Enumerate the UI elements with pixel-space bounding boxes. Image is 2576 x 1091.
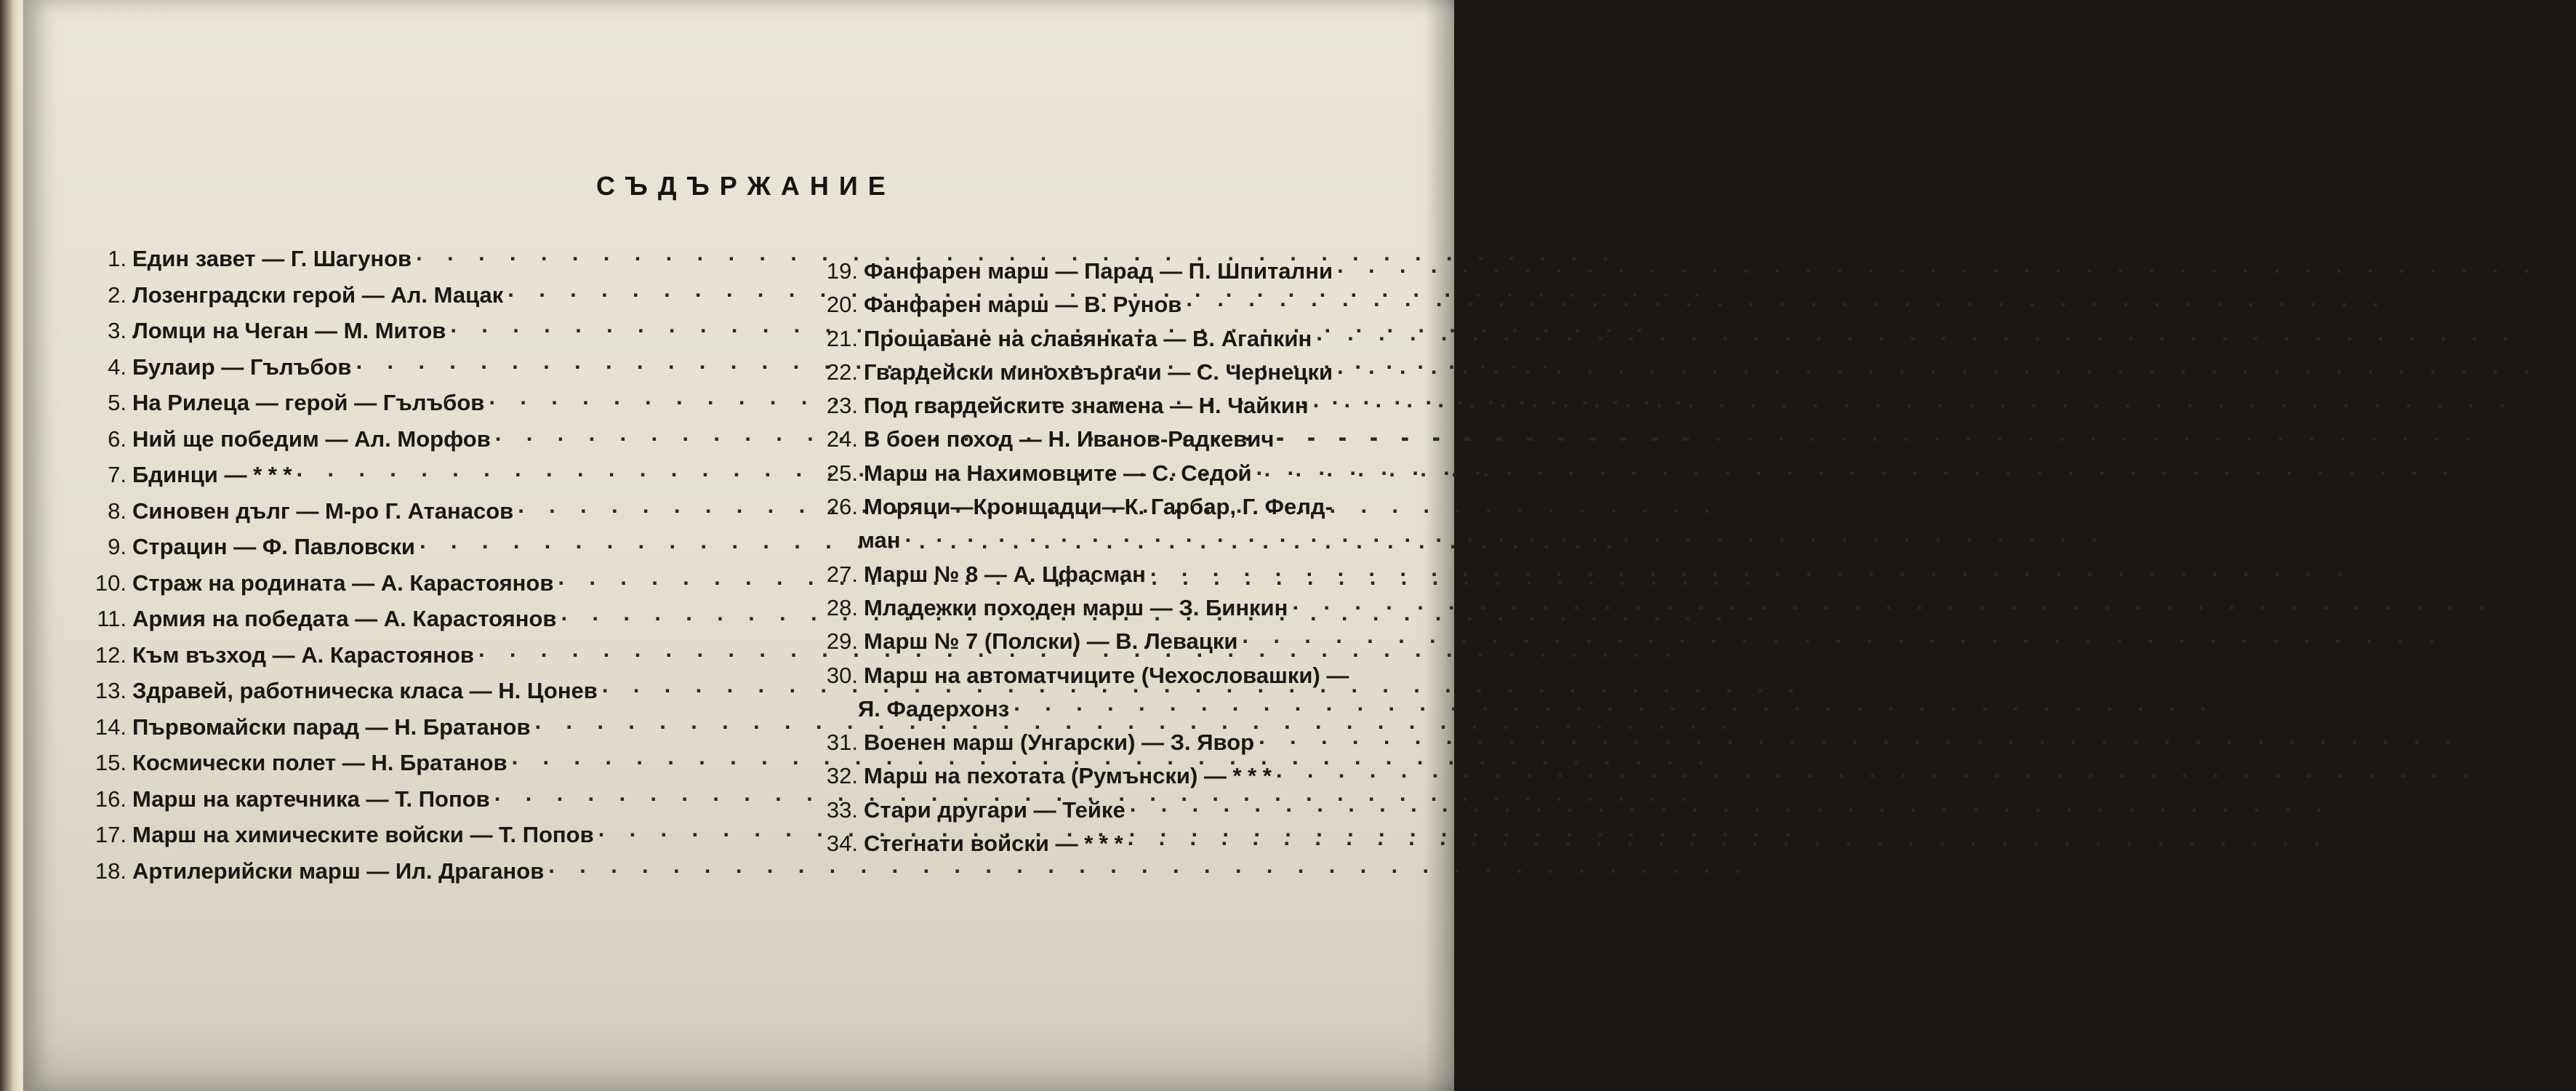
entry-number: 23. xyxy=(826,393,858,419)
dot-leader xyxy=(1128,831,2330,857)
toc-entry xyxy=(806,258,2576,292)
entry-page-number: 66 xyxy=(2505,594,2532,620)
entry-title: Страж на родината — А. Карастоянов xyxy=(132,570,554,596)
toc-entry xyxy=(806,325,2556,359)
entry-title: Моряци—Кронщадци—К. Гарбар, Г. Фелд- xyxy=(864,494,1333,520)
dot-leader xyxy=(1337,258,2540,284)
toc-entry xyxy=(806,292,2425,325)
entry-number: 13. xyxy=(95,678,127,703)
entry-title: Космически полет — Н. Братанов xyxy=(132,750,507,775)
entry-page-number: 59 xyxy=(2469,460,2495,486)
entry-title: Марш на автоматчиците (Чехословашки) — xyxy=(864,662,1349,688)
entry-number: 11. xyxy=(97,606,127,631)
entry-title: На Рилеца — герой — Гълъбов xyxy=(132,390,485,415)
entry-page-number: 5 xyxy=(1733,281,1747,308)
entry-page-number: 17 xyxy=(1731,497,1757,524)
entry-number: 33. xyxy=(826,796,858,823)
dot-leader xyxy=(1259,730,2461,756)
entry-page-number: 75 xyxy=(2472,730,2497,756)
entry-number: 26. xyxy=(826,494,858,520)
entry-number: 34. xyxy=(826,831,858,857)
entry-page-number: 69 xyxy=(2455,628,2481,655)
entry-page-number: 47 xyxy=(2529,325,2556,351)
entry-title: Артилерийски марш — Ил. Драганов xyxy=(132,858,545,884)
entry-page-number: 27 xyxy=(1692,642,1717,668)
entry-title: Бдинци — * * * xyxy=(132,462,292,487)
entry-page-number: 7 xyxy=(1677,318,1690,343)
entry-number: 22. xyxy=(826,359,858,385)
entry-number: 29. xyxy=(826,628,858,655)
entry-number: 4. xyxy=(108,353,127,380)
entry-number: 1. xyxy=(108,246,127,271)
entry-number: 5. xyxy=(108,390,127,415)
dot-leader xyxy=(1316,326,2519,352)
toc-entry xyxy=(806,359,2576,393)
entry-page-number: 15 xyxy=(1509,462,1536,487)
entry-number: 17. xyxy=(95,822,127,847)
dot-leader xyxy=(1337,359,2540,385)
entry-page-number: 72 xyxy=(2227,695,2253,722)
dot-leader xyxy=(905,527,2108,554)
entry-title-continued: Я. Фадерхонз xyxy=(858,695,1010,722)
entry-title: Марш на химическите войски — Т. Попов xyxy=(132,822,594,847)
entry-number: 25. xyxy=(826,460,858,486)
entry-page-number: 56 xyxy=(2492,426,2518,452)
entry-title-continued: ман xyxy=(858,527,901,554)
dot-leader xyxy=(1150,562,2353,588)
entry-number: 6. xyxy=(108,425,127,452)
entry-page-number: 9 xyxy=(1582,353,1595,380)
entry-title: Булаир — Гълъбов xyxy=(132,353,352,380)
entry-number: 9. xyxy=(108,534,127,559)
entry-page-number: 24 xyxy=(1774,606,1800,631)
entry-title: Страцин — Ф. Павловски xyxy=(132,534,415,559)
dot-leader xyxy=(1014,696,2216,722)
entry-page-number: 38 xyxy=(1708,786,1733,812)
dot-leader xyxy=(1242,628,2444,655)
entry-number: 3. xyxy=(108,318,127,343)
entry-page-number: 45 xyxy=(2399,292,2425,318)
entry-page-number: 77 xyxy=(2489,763,2515,789)
toc-entry xyxy=(806,763,2515,796)
entry-number: 8. xyxy=(108,497,127,524)
dot-leader xyxy=(1278,426,2481,452)
entry-number: 32. xyxy=(826,763,858,789)
entry-number: 20. xyxy=(826,292,858,318)
entry-number: 27. xyxy=(826,561,858,587)
dot-leader xyxy=(1186,292,2388,318)
dot-leader xyxy=(1130,797,2332,823)
dot-leader xyxy=(1313,393,2516,419)
entry-title: Марш на пехотата (Румънски) — * * * xyxy=(864,763,1272,789)
entry-number: 14. xyxy=(95,714,127,740)
entry-number: 31. xyxy=(826,730,858,756)
entry-page-number: 52 xyxy=(2527,393,2552,419)
entry-title: Здравей, работническа класа — Н. Цонев xyxy=(132,678,598,703)
entry-title: Първомайски парад — Н. Братанов xyxy=(132,714,531,740)
entry-title: Стари другари — Тейке xyxy=(864,796,1126,823)
entry-title: Прощаване на славянката — В. Агапкин xyxy=(864,325,1312,351)
dot-leader xyxy=(1256,460,2459,487)
entry-title: Армия на победата — А. Карастоянов xyxy=(132,606,557,631)
entry-title: Марш № 7 (Полски) — В. Левацки xyxy=(864,628,1238,655)
entry-title: Марш на Нахимовците — С. Седой xyxy=(864,460,1252,486)
entry-page-number: 79 xyxy=(2343,796,2369,823)
entry-title: Фанфарен марш — В. Рунов xyxy=(864,292,1182,318)
entry-page-number: 49 xyxy=(2551,359,2576,385)
page-title: СЪДЪРЖАНИЕ xyxy=(596,171,896,201)
entry-title: Под гвардейските знамена — Н. Чайкин xyxy=(864,393,1309,419)
entry-title: Марш на картечника — Т. Попов xyxy=(132,786,490,812)
entry-number: 10. xyxy=(95,570,127,596)
entry-page-number: 18 xyxy=(1633,534,1658,559)
entry-page-number: 13 xyxy=(1709,425,1734,452)
entry-page-number: 63 xyxy=(2364,561,2389,587)
entry-title: Към възход — А. Карастоянов xyxy=(132,642,474,668)
entry-page-number: 40 xyxy=(1812,822,1837,847)
entry-number: 24. xyxy=(826,426,858,452)
toc-entry xyxy=(80,858,1788,895)
entry-title: Лозенградски герой — Ал. Мацак xyxy=(132,281,504,308)
entry-title: Гвардейски минохвъргачи — С. Чернецки xyxy=(864,359,1333,385)
entry-title: Един завет — Г. Шагунов xyxy=(132,246,412,271)
entry-number: 21. xyxy=(826,325,858,351)
entry-title: Ломци на Чеган — М. Митов xyxy=(132,318,446,343)
entry-title: Марш № 8 — А. Цфасман xyxy=(864,561,1146,587)
dot-leader xyxy=(1276,763,2479,789)
entry-page-number: 61 xyxy=(2118,527,2144,554)
entry-title: Военен марш (Унгарски) — З. Явор xyxy=(864,730,1255,756)
entry-number: 15. xyxy=(95,750,127,775)
entry-number: 12. xyxy=(95,642,127,668)
entry-page-number: 83 xyxy=(2341,831,2367,857)
entry-page-number: 42 xyxy=(1762,858,1788,884)
entry-page-number: 32 xyxy=(1748,714,1774,740)
entry-page-number: 30 xyxy=(1815,678,1841,703)
entry-number: 7. xyxy=(108,462,127,487)
entry-page-number: 35 xyxy=(1725,750,1751,775)
entry-title: Синовен дълг — М-ро Г. Атанасов xyxy=(132,497,514,524)
entry-title: В боен поход — Н. Иванов-Радкевич xyxy=(864,426,1275,452)
entry-number: 30. xyxy=(826,662,858,688)
entry-number: 18. xyxy=(95,858,127,884)
entry-number: 16. xyxy=(95,786,127,812)
entry-number: 28. xyxy=(826,594,858,620)
entry-number: 19. xyxy=(826,258,858,284)
entry-page-number: 11 xyxy=(1704,390,1728,415)
entry-page-number: 43 xyxy=(2551,258,2576,284)
dot-leader xyxy=(1292,595,2495,621)
entry-number: 2. xyxy=(108,281,127,308)
entry-page-number: 3 xyxy=(1642,246,1655,271)
entry-title: Фанфарен марш — Парад — П. Шпитални xyxy=(864,258,1333,284)
entry-title: Младежки походен марш — З. Бинкин xyxy=(864,594,1288,620)
entry-title: Ний ще победим — Ал. Морфов xyxy=(132,425,491,452)
entry-page-number: 21 xyxy=(1771,570,1797,596)
entry-title: Стегнати войски — * * * xyxy=(864,831,1123,857)
